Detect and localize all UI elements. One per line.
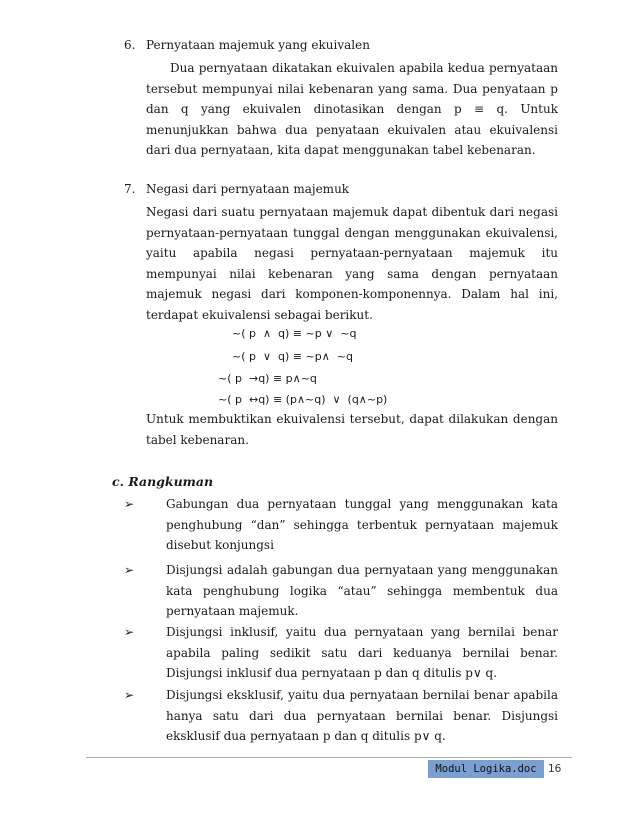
- bullet-item: Gabungan dua pernyataan tunggal yang menggunakan kata penghubung “dan” sehingga terbentuk pernyataan majemuk disebut konjungsi: [166, 497, 558, 553]
- formula-biconditional: ~( p ↔q) ≡ (p∧~q) ∨ (q∧~p): [218, 393, 388, 406]
- item-7-closing: Untuk membuktikan ekuivalensi tersebut, dapat dilakukan dengan tabel kebenaran.: [146, 412, 558, 447]
- bullet-item: Disjungsi inklusif, yaitu dua pernyataan yang bernilai benar apabila paling sedikit satu dari keduanya bernilai benar. Disjungsi inklusif dua pernyataan p dan q ditulis p∨ q.: [166, 625, 558, 681]
- arrowhead-bullet-icon: ➢: [124, 625, 135, 639]
- item-7-heading: Negasi dari pernyataan majemuk: [146, 182, 350, 196]
- formula-and: ~( p ∧ q) ≡ ~p ∨ ~q: [232, 327, 357, 340]
- bullet-item: Disjungsi eksklusif, yaitu dua pernyataan bernilai benar apabila hanya satu dari dua pernyataan bernilai benar. Disjungsi eksklusif dua pernyataan p dan q ditulis p∨ q.: [166, 688, 558, 744]
- footer-page-number: 16: [548, 763, 562, 775]
- arrowhead-bullet-icon: ➢: [124, 688, 135, 702]
- formula-or: ~( p ∨ q) ≡ ~p∧ ~q: [232, 350, 353, 363]
- item-6-body: Dua pernyataan dikatakan ekuivalen apabila kedua pernyataan tersebut mempunyai nilai kebenaran yang sama. Dua penyataan p dan q yang ekuivalen dinotasikan dengan p ≡ q. Untuk menunjukkan bahwa dua penyataan ekuivalen atau ekuivalensi dari dua pernyataan, kita dapat menggunakan tabel kebenaran.: [146, 61, 558, 158]
- item-7-body: Negasi dari suatu pernyataan majemuk dapat dibentuk dari negasi pernyataan-pernyataan tunggal dengan menggunakan ekuivalensi, yaitu apabila negasi pernyataan-pernyataan majemuk itu mempunyai nilai kebenaran yang sama dengan pernyataan majemuk negasi dari komponen-komponennya. Dalam hal ini, terdapat ekuivalensi sebagai berikut.: [146, 205, 558, 322]
- arrowhead-bullet-icon: ➢: [124, 563, 135, 577]
- item-7-number: 7.: [124, 182, 136, 196]
- footer-divider: [86, 757, 572, 758]
- footer-doc-name: Modul Logika.doc: [428, 760, 544, 778]
- item-6-number: 6.: [124, 38, 136, 52]
- bullet-item: Disjungsi adalah gabungan dua pernyataan yang menggunakan kata penghubung logika “atau” sehingga membentuk dua pernyataan majemuk.: [166, 563, 558, 619]
- arrowhead-bullet-icon: ➢: [124, 497, 135, 511]
- item-6-heading: Pernyataan majemuk yang ekuivalen: [146, 38, 370, 52]
- section-heading: c. Rangkuman: [112, 474, 214, 489]
- formula-implication: ~( p →q) ≡ p∧~q: [218, 372, 317, 385]
